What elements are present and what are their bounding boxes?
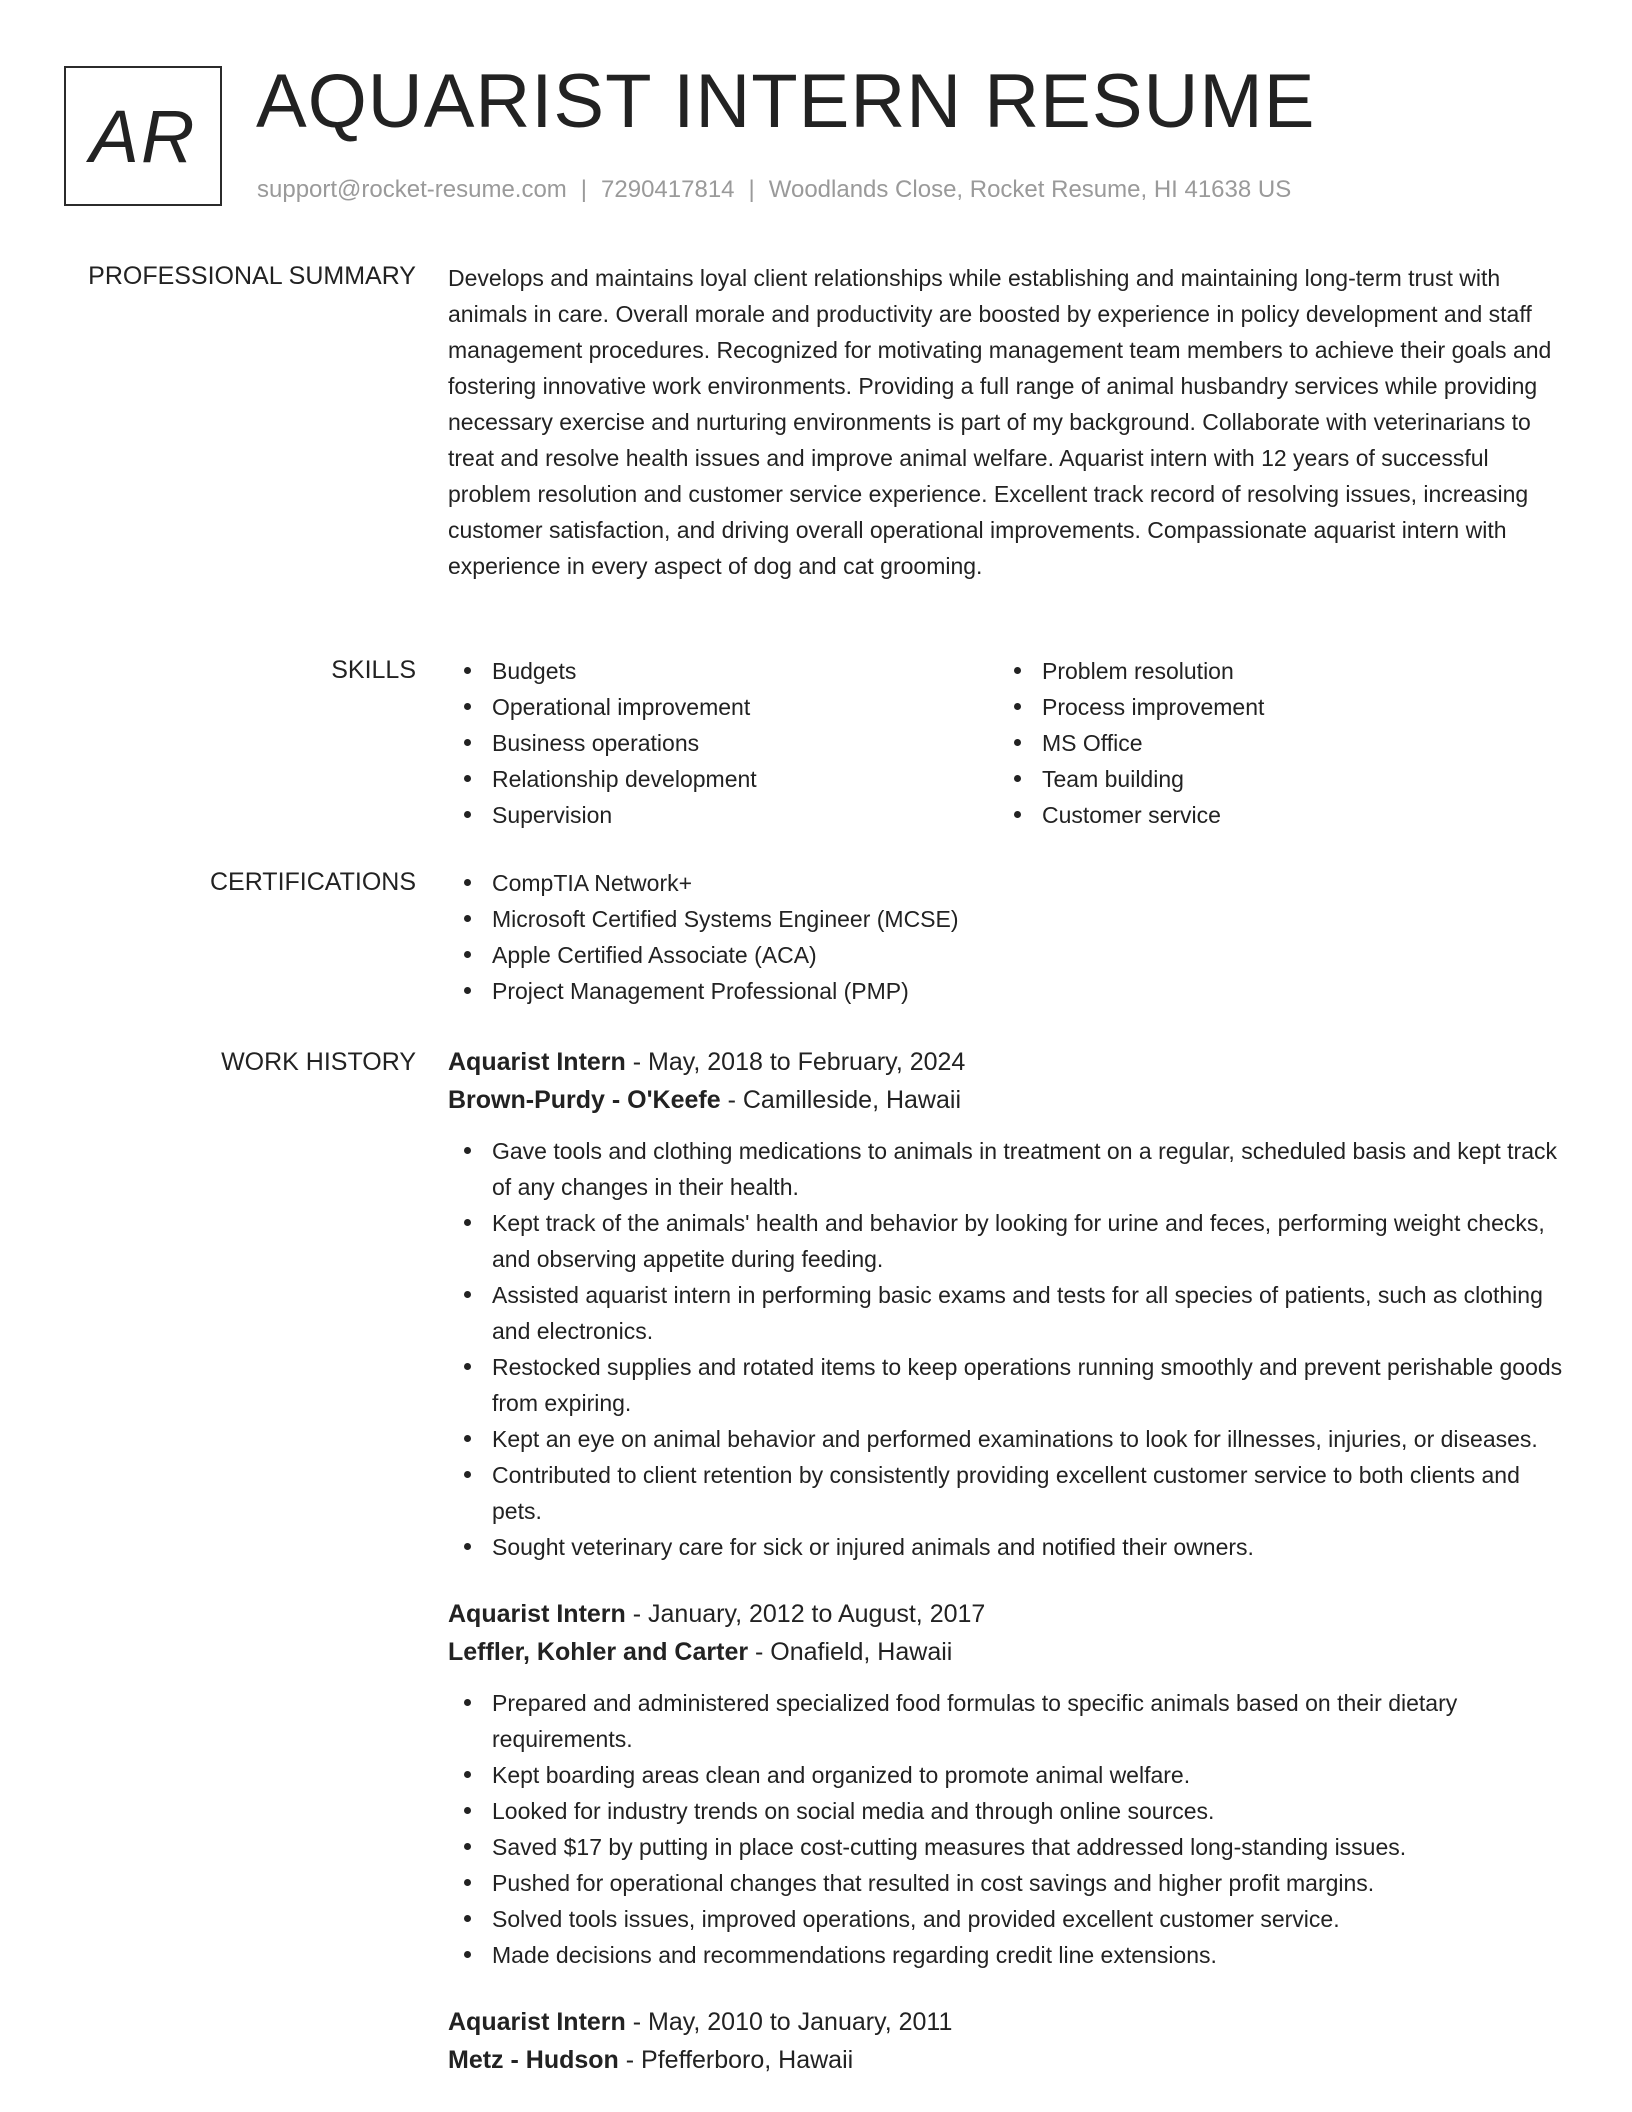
contact-separator: | <box>748 176 755 203</box>
job-duties-list <box>448 1685 1568 1973</box>
job-title: Aquarist Intern <box>448 1048 626 1076</box>
skill-item: Business operations <box>448 725 998 761</box>
certifications-list <box>448 865 1568 1009</box>
section-label-certifications: CERTIFICATIONS <box>209 868 416 896</box>
skills-list-left <box>448 653 998 833</box>
job-location: - Camilleside, Hawaii <box>720 1086 962 1114</box>
certifications-section <box>448 865 1568 1009</box>
job-title-line <box>448 1595 1568 1633</box>
job-duty: Kept track of the animals' health and behavior by looking for urine and feces, performing weight checks, and observing appetite during feeding. <box>448 1205 1568 1277</box>
job-duty: Solved tools issues, improved operations, and provided excellent customer service. <box>448 1901 1568 1937</box>
job-title: Aquarist Intern <box>448 1600 626 1628</box>
contact-address: Woodlands Close, Rocket Resume, HI 41638 US <box>768 176 1292 203</box>
job-duty: Assisted aquarist intern in performing basic exams and tests for all species of patients, such as clothing and electronics. <box>448 1277 1568 1349</box>
summary-text: Develops and maintains loyal client relationships while establishing and maintaining long-term trust with animals in care. Overall morale and productivity are boosted by experience in policy development and staff management procedures. Recognized for motivating management team members to achieve their goals and fostering innovative work environments. Providing a full range of animal husbandry services while providing necessary exercise and nurturing environments is part of my background. Collaborate with veterinarians to treat and resolve health issues and improve animal welfare. Aquarist intern with 12 years of successful problem resolution and customer service experience. Excellent track record of resolving issues, increasing customer satisfaction, and driving overall operational improvements. Compassionate aquarist intern with experience in every aspect of dog and cat grooming. <box>448 265 1552 579</box>
skill-item: Process improvement <box>998 689 1548 725</box>
skills-list-right <box>998 653 1548 833</box>
job-duty: Saved $17 by putting in place cost-cutting measures that addressed long-standing issues. <box>448 1829 1568 1865</box>
skill-item: Budgets <box>448 653 998 689</box>
job-duty: Kept boarding areas clean and organized to promote animal welfare. <box>448 1757 1568 1793</box>
job-duty: Made decisions and recommendations regarding credit line extensions. <box>448 1937 1568 1973</box>
monogram-initials: AR <box>89 94 197 178</box>
summary-section <box>448 260 1568 584</box>
job-title: Aquarist Intern <box>448 2008 626 2036</box>
job-company-line <box>448 1081 1568 1119</box>
job-company: Metz - Hudson <box>448 2046 619 2074</box>
job-dates: - May, 2018 to February, 2024 <box>625 1048 966 1076</box>
job-entry <box>448 2003 1568 2079</box>
skill-item: MS Office <box>998 725 1548 761</box>
resume-title: AQUARIST INTERN RESUME <box>256 59 1316 144</box>
job-duties-list <box>448 1133 1568 1565</box>
skill-item: Problem resolution <box>998 653 1548 689</box>
job-company: Brown-Purdy - O'Keefe <box>448 1086 721 1114</box>
contact-email: support@rocket-resume.com <box>257 176 567 203</box>
job-duty: Gave tools and clothing medications to animals in treatment on a regular, scheduled basis and kept track of any changes in their health. <box>448 1133 1568 1205</box>
job-title-line <box>448 2003 1568 2041</box>
job-dates: - May, 2010 to January, 2011 <box>625 2008 953 2036</box>
contact-line <box>257 174 1291 206</box>
certification-item: CompTIA Network+ <box>448 865 1568 901</box>
job-dates: - January, 2012 to August, 2017 <box>625 1600 986 1628</box>
job-location: - Onafield, Hawaii <box>748 1638 953 1666</box>
skill-item: Operational improvement <box>448 689 998 725</box>
job-duty: Prepared and administered specialized food formulas to specific animals based on their dietary requirements. <box>448 1685 1568 1757</box>
job-company-line <box>448 1633 1568 1671</box>
job-duty: Sought veterinary care for sick or injured animals and notified their owners. <box>448 1529 1568 1565</box>
section-label-skills: SKILLS <box>331 656 416 684</box>
job-duty: Restocked supplies and rotated items to keep operations running smoothly and prevent perishable goods from expiring. <box>448 1349 1568 1421</box>
contact-phone: 7290417814 <box>601 176 735 203</box>
job-company: Leffler, Kohler and Carter <box>448 1638 749 1666</box>
job-duty: Contributed to client retention by consistently providing excellent customer service to both clients and pets. <box>448 1457 1568 1529</box>
job-duty: Pushed for operational changes that resulted in cost savings and higher profit margins. <box>448 1865 1568 1901</box>
job-title-line <box>448 1043 1568 1081</box>
skill-item: Relationship development <box>448 761 998 797</box>
job-duty: Looked for industry trends on social media and through online sources. <box>448 1793 1568 1829</box>
job-entry <box>448 1043 1568 1565</box>
job-duty: Kept an eye on animal behavior and performed examinations to look for illnesses, injuries, or diseases. <box>448 1421 1568 1457</box>
section-label-summary: PROFESSIONAL SUMMARY <box>88 262 416 290</box>
contact-separator: | <box>580 176 588 203</box>
job-location: - Pfefferboro, Hawaii <box>618 2046 854 2074</box>
work-history-section <box>448 1043 1568 2109</box>
skill-item: Team building <box>998 761 1548 797</box>
certification-item: Project Management Professional (PMP) <box>448 973 1568 1009</box>
job-company-line <box>448 2041 1568 2079</box>
skill-item: Customer service <box>998 797 1548 833</box>
skill-item: Supervision <box>448 797 998 833</box>
certification-item: Microsoft Certified Systems Engineer (MCSE) <box>448 901 1568 937</box>
section-label-work-history: WORK HISTORY <box>221 1048 416 1076</box>
certification-item: Apple Certified Associate (ACA) <box>448 937 1568 973</box>
skills-section <box>448 653 1568 833</box>
job-entry <box>448 1595 1568 1973</box>
monogram-logo <box>64 66 222 206</box>
